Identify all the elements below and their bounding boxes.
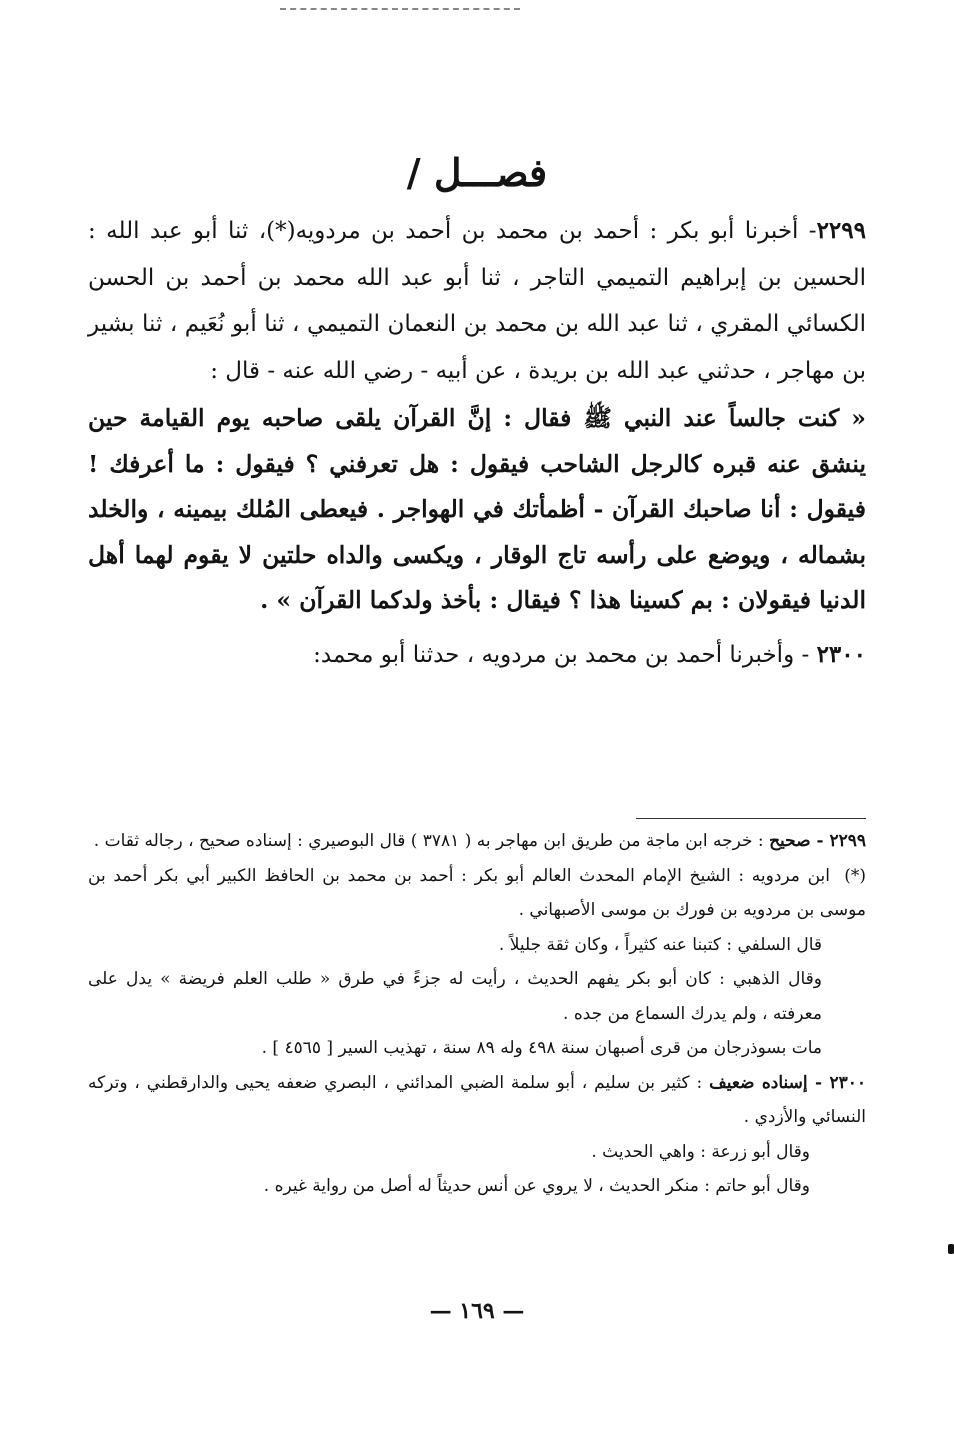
top-dashed-rule (280, 8, 520, 10)
footnote-number: ٢٢٩٩ (829, 831, 866, 851)
hadith-number: ٢٣٠٠ (816, 640, 866, 668)
footnote-text: ابن مردويه : الشيخ الإمام المحدث العالم أبو بكر : أحمد بن محمد بن الحافظ الكبير أبي بكر أحمد بن موسى بن مردويه بن فورك بن موسى الأصبهاني . (88, 865, 866, 920)
footnote-2299 (88, 824, 866, 859)
footnote-line: وقال أبو حاتم : منكر الحديث ، لا يروي عن أنس حديثاً له أصل من رواية غيره . (263, 1176, 810, 1196)
hadith-2300 (88, 632, 866, 679)
footnote-marker: (*) (844, 865, 866, 886)
hadith-2299-matn: « كنت جالساً عند النبي ﷺ فقال : إنَّ القرآن يلقى صاحبه يوم القيامة حين ينشق عنه قبره كالرجل الشاحب فيقول : هل تعرفني ؟ فيقول : ما أعرفك ! فيقول : أنا صاحبك القرآن - أظمأتك في الهواجر . فيعطى المُلك بيمينه ، والخلد بشماله ، ويوضع على رأسه تاج الوقار ، ويكسى والداه حلتين لا يقوم لهما أهل الدنيا فيقولان : بم كسينا هذا ؟ فيقال : بأخذ ولدكما القرآن » . (88, 404, 866, 614)
footnote-line: قال السلفي : كتبنا عنه كثيراً ، وكان ثقة جليلاً . (498, 934, 822, 955)
section-title: فصـــل / (406, 150, 548, 195)
footnote-line: وقال أبو زرعة : واهي الحديث . (591, 1141, 810, 1162)
footnote-2300 (88, 1066, 866, 1135)
footnote-grade: - إسناده ضعيف (709, 1072, 830, 1093)
footnote-grade: - صحيح (769, 831, 830, 851)
footnotes (88, 824, 866, 1204)
footnote-number: ٢٣٠٠ (829, 1072, 866, 1093)
isnad-text: - وأخبرنا أحمد بن محمد بن مردويه ، حدثنا أبو محمد: (313, 641, 817, 668)
hadith-2299-isnad (88, 208, 866, 394)
footnote-text: : خرجه ابن ماجة من طريق ابن مهاجر به ( ٣٧٨١ ) قال البوصيري : إسناده صحيح ، رجاله ثقات . (93, 831, 770, 851)
footnote-line: وقال الذهبي : كان أبو بكر يفهم الحديث ، رأيت له جزءً في طرق « طلب العلم فريضة » يدل على معرفته ، ولم يدرك السماع من جده . (88, 969, 822, 1024)
page-number: — ١٦٩ — (429, 1298, 525, 1324)
main-text (88, 208, 866, 678)
footnote-separator (636, 818, 866, 819)
footnote-star (88, 859, 866, 928)
margin-mark (948, 1244, 954, 1254)
isnad-text: - أخبرنا أبو بكر : أحمد بن محمد بن أحمد بن مردويه(*)، ثنا أبو عبد الله : الحسين بن إبراهيم التميمي التاجر ، ثنا أبو عبد الله محمد بن أحمد بن الحسن الكسائي المقري ، ثنا عبد الله بن محمد بن النعمان التميمي ، ثنا أبو نُعَيم ، ثنا بشير بن مهاجر ، حدثني عبد الله بن بريدة ، عن أبيه - رضي الله عنه - قال : (88, 218, 866, 384)
footnote-line: مات بسوذرجان من قرى أصبهان سنة ٤٩٨ وله ٨٩ سنة ، تهذيب السير [ ٤٥٦٥ ] . (261, 1038, 822, 1058)
footnote-text: : كثير بن سليم ، أبو سلمة الضبي المدائني ، البصري ضعفه يحيى والدارقطني ، وتركه النسائي والأزدي . (88, 1072, 866, 1127)
hadith-number: ٢٢٩٩ (816, 217, 866, 244)
